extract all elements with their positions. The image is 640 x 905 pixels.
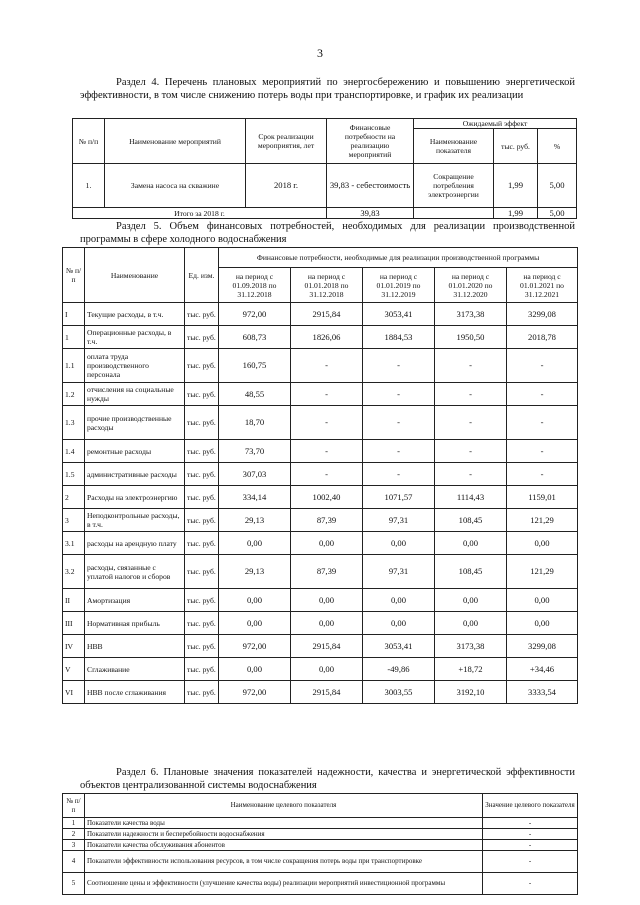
s5-row-value-1: 29,13 xyxy=(219,555,291,589)
s5-row-value-1: 73,70 xyxy=(219,440,291,463)
page-number: 3 xyxy=(317,46,323,60)
s5-row-value-2: 2915,84 xyxy=(291,635,363,658)
s4-h-effect: Ожидаемый эффект xyxy=(414,119,577,129)
s5-row-value-1: 0,00 xyxy=(219,658,291,681)
s6-row-no: 5 xyxy=(63,873,85,895)
s5-row-value-5: 121,29 xyxy=(507,555,578,589)
s5-row-unit: тыс. руб. xyxy=(185,383,219,406)
s5-row-value-5: 1159,01 xyxy=(507,486,578,509)
s5-row-value-1: 307,03 xyxy=(219,463,291,486)
s5-h-period-1: на период с 01.09.2018 по 31.12.2018 xyxy=(219,268,291,303)
table-row xyxy=(63,818,578,829)
s4-h-rub: тыс. руб. xyxy=(494,129,538,164)
s5-row-value-2: 0,00 xyxy=(291,589,363,612)
s5-row-value-3: 1884,53 xyxy=(363,326,435,349)
s5-row-no: I xyxy=(63,303,85,326)
s5-row-value-4: 1950,50 xyxy=(435,326,507,349)
section6-title-text: Раздел 6. Плановые значения показателей надежности, качества и энергетической эффективности объектов централизованной системы водоснабжения xyxy=(80,767,575,791)
s6-row-name: Показатели эффективности использования ресурсов, в том числе сокращения потерь воды при транспортировке xyxy=(85,851,483,873)
s4-h-finance: Финансовые потребности на реализацию мероприятий xyxy=(327,119,414,164)
s4-total-finance: 39,83 xyxy=(327,208,414,219)
s5-row-unit: тыс. руб. xyxy=(185,440,219,463)
s5-row-unit: тыс. руб. xyxy=(185,326,219,349)
s5-row-name: НВВ после сглаживания xyxy=(85,681,185,704)
s6-row-name: Показатели качества воды xyxy=(85,818,483,829)
table-row xyxy=(63,635,578,658)
s5-row-unit: тыс. руб. xyxy=(185,681,219,704)
s5-row-name: Операционные расходы, в т.ч. xyxy=(85,326,185,349)
s4-h-no: № п/п xyxy=(73,119,105,164)
section5-title xyxy=(80,220,575,246)
s5-row-value-2: 0,00 xyxy=(291,612,363,635)
s4-r1-indicator: Сокращение потребления электроэнергии xyxy=(414,164,494,208)
s5-row-no: II xyxy=(63,589,85,612)
table-row xyxy=(63,589,578,612)
s5-row-value-4: 0,00 xyxy=(435,612,507,635)
s5-row-value-3: - xyxy=(363,463,435,486)
s5-row-value-5: - xyxy=(507,383,578,406)
table-row xyxy=(63,383,578,406)
table-row xyxy=(63,658,578,681)
s5-row-value-2: - xyxy=(291,349,363,383)
s5-row-name: Амортизация xyxy=(85,589,185,612)
s5-row-value-3: - xyxy=(363,406,435,440)
s5-row-name: Неподконтрольные расходы, в т.ч. xyxy=(85,509,185,532)
table-row xyxy=(63,349,578,383)
s5-row-value-2: 0,00 xyxy=(291,658,363,681)
s5-row-value-1: 0,00 xyxy=(219,589,291,612)
section5-table xyxy=(62,247,578,704)
s5-row-no: V xyxy=(63,658,85,681)
s6-row-value: - xyxy=(483,873,578,895)
s5-row-name: Расходы на электроэнергию xyxy=(85,486,185,509)
s5-row-no: 1.4 xyxy=(63,440,85,463)
table-row xyxy=(63,463,578,486)
s4-total-empty xyxy=(414,208,494,219)
s5-row-value-5: 0,00 xyxy=(507,612,578,635)
section6-title xyxy=(80,766,575,792)
s5-row-value-4: 3173,38 xyxy=(435,303,507,326)
s5-row-value-3: 3003,55 xyxy=(363,681,435,704)
s5-row-unit: тыс. руб. xyxy=(185,555,219,589)
s5-row-unit: тыс. руб. xyxy=(185,406,219,440)
s5-row-value-4: 3192,10 xyxy=(435,681,507,704)
s6-row-value: - xyxy=(483,829,578,840)
s5-h-name: Наименование xyxy=(85,248,185,303)
s4-r1-pct: 5,00 xyxy=(538,164,577,208)
section4-title xyxy=(80,76,575,102)
table-row xyxy=(63,555,578,589)
s6-row-no: 2 xyxy=(63,829,85,840)
table-row xyxy=(63,509,578,532)
s5-row-value-4: 0,00 xyxy=(435,589,507,612)
s5-row-name: оплата труда производственного персонала xyxy=(85,349,185,383)
s6-row-no: 3 xyxy=(63,840,85,851)
s5-row-value-4: - xyxy=(435,349,507,383)
s6-row-name: Соотношение цены и эффективности (улучшение качества воды) реализации мероприятий инвестиционной программы xyxy=(85,873,483,895)
s4-r1-name: Замена насоса на скважине xyxy=(105,164,246,208)
s5-row-value-3: 97,31 xyxy=(363,509,435,532)
section5-table-body xyxy=(63,303,578,704)
s5-row-value-2: - xyxy=(291,406,363,440)
s5-row-name: Текущие расходы, в т.ч. xyxy=(85,303,185,326)
s5-row-value-1: 608,73 xyxy=(219,326,291,349)
s5-row-value-5: 3299,08 xyxy=(507,303,578,326)
s5-row-no: 2 xyxy=(63,486,85,509)
s4-r1-term: 2018 г. xyxy=(246,164,327,208)
s5-row-name: прочие производственные расходы xyxy=(85,406,185,440)
s4-r1-rub: 1,99 xyxy=(494,164,538,208)
s5-h-group: Финансовые потребности, необходимые для реализации производственной программы xyxy=(219,248,578,268)
s5-row-value-5: - xyxy=(507,349,578,383)
table-row xyxy=(63,873,578,895)
s5-row-value-5: 3299,08 xyxy=(507,635,578,658)
s5-row-value-3: 3053,41 xyxy=(363,635,435,658)
s6-row-value: - xyxy=(483,840,578,851)
s5-row-no: 1.2 xyxy=(63,383,85,406)
section4-table xyxy=(72,118,577,219)
s5-row-value-5: 2018,78 xyxy=(507,326,578,349)
s5-row-value-1: 48,55 xyxy=(219,383,291,406)
s4-r1-no: 1. xyxy=(73,164,105,208)
s5-h-period-4: на период с 01.01.2020 по 31.12.2020 xyxy=(435,268,507,303)
s5-row-value-4: - xyxy=(435,463,507,486)
s5-row-no: III xyxy=(63,612,85,635)
s5-row-value-2: - xyxy=(291,440,363,463)
s5-row-name: расходы на арендную плату xyxy=(85,532,185,555)
s5-row-unit: тыс. руб. xyxy=(185,589,219,612)
s4-h-name: Наименование мероприятий xyxy=(105,119,246,164)
s5-row-value-3: 1071,57 xyxy=(363,486,435,509)
table-row xyxy=(73,164,577,208)
s5-row-no: 3.1 xyxy=(63,532,85,555)
s5-row-value-2: 1826,06 xyxy=(291,326,363,349)
s6-row-no: 4 xyxy=(63,851,85,873)
s5-row-value-1: 18,70 xyxy=(219,406,291,440)
s5-row-value-3: 0,00 xyxy=(363,589,435,612)
table-row xyxy=(63,406,578,440)
s5-row-name: ремонтные расходы xyxy=(85,440,185,463)
s5-row-name: расходы, связанные с уплатой налогов и сборов xyxy=(85,555,185,589)
s4-h-term: Срок реализации мероприятия, лет xyxy=(246,119,327,164)
s5-row-value-4: - xyxy=(435,440,507,463)
s5-h-period-3: на период с 01.01.2019 по 31.12.2019 xyxy=(363,268,435,303)
s5-row-unit: тыс. руб. xyxy=(185,463,219,486)
table-row xyxy=(63,851,578,873)
s5-row-unit: тыс. руб. xyxy=(185,635,219,658)
s5-row-no: 1.3 xyxy=(63,406,85,440)
s5-row-value-4: 108,45 xyxy=(435,555,507,589)
s5-row-value-4: 3173,38 xyxy=(435,635,507,658)
s5-row-name: Нормативная прибыль xyxy=(85,612,185,635)
table-row xyxy=(63,440,578,463)
s5-h-period-2: на период с 01.01.2018 по 31.12.2018 xyxy=(291,268,363,303)
s5-row-value-2: 87,39 xyxy=(291,509,363,532)
s5-row-value-1: 0,00 xyxy=(219,612,291,635)
s5-row-name: НВВ xyxy=(85,635,185,658)
s5-row-unit: тыс. руб. xyxy=(185,612,219,635)
s5-row-value-3: - xyxy=(363,349,435,383)
s5-row-value-5: - xyxy=(507,463,578,486)
s4-h-indicator: Наименование показателя xyxy=(414,129,494,164)
s5-row-name: административные расходы xyxy=(85,463,185,486)
s5-row-value-5: 121,29 xyxy=(507,509,578,532)
s6-h-name: Наименование целевого показателя xyxy=(85,794,483,818)
s6-row-name: Показатели надежности и бесперебойности водоснабжения xyxy=(85,829,483,840)
s4-r1-finance: 39,83 - себестоимость xyxy=(327,164,414,208)
s4-h-pct: % xyxy=(538,129,577,164)
s5-row-value-5: +34,46 xyxy=(507,658,578,681)
s5-row-value-3: - xyxy=(363,383,435,406)
s5-row-value-3: 0,00 xyxy=(363,612,435,635)
s5-row-value-2: 0,00 xyxy=(291,532,363,555)
table-row xyxy=(63,840,578,851)
s5-row-unit: тыс. руб. xyxy=(185,349,219,383)
s5-row-unit: тыс. руб. xyxy=(185,658,219,681)
section4-title-text: Раздел 4. Перечень плановых мероприятий по энергосбережению и повышению энергетической эффективности, в том числе снижению потерь воды при транспортировке, и график их реализации xyxy=(80,77,575,101)
s4-total-pct: 5,00 xyxy=(538,208,577,219)
s6-row-value: - xyxy=(483,818,578,829)
table-row xyxy=(63,681,578,704)
s5-row-value-5: - xyxy=(507,440,578,463)
s6-row-value: - xyxy=(483,851,578,873)
s5-row-value-5: - xyxy=(507,406,578,440)
table-row xyxy=(63,532,578,555)
s5-h-period-5: на период с 01.01.2021 по 31.12.2021 xyxy=(507,268,578,303)
table-row xyxy=(63,303,578,326)
s5-row-value-2: 1002,40 xyxy=(291,486,363,509)
table-row xyxy=(63,486,578,509)
s5-row-no: 1.1 xyxy=(63,349,85,383)
s5-row-value-1: 29,13 xyxy=(219,509,291,532)
s5-row-value-1: 160,75 xyxy=(219,349,291,383)
s6-h-value: Значение целевого показателя xyxy=(483,794,578,818)
s5-row-value-3: - xyxy=(363,440,435,463)
s5-row-no: IV xyxy=(63,635,85,658)
s5-row-value-5: 0,00 xyxy=(507,532,578,555)
s5-row-value-1: 0,00 xyxy=(219,532,291,555)
s5-row-value-1: 972,00 xyxy=(219,303,291,326)
s5-row-no: 3 xyxy=(63,509,85,532)
s4-total-rub: 1,99 xyxy=(494,208,538,219)
s5-row-no: VI xyxy=(63,681,85,704)
s5-row-value-2: 87,39 xyxy=(291,555,363,589)
s5-row-value-5: 3333,54 xyxy=(507,681,578,704)
s5-row-unit: тыс. руб. xyxy=(185,486,219,509)
s5-row-unit: тыс. руб. xyxy=(185,303,219,326)
s5-row-value-3: 97,31 xyxy=(363,555,435,589)
s5-row-value-1: 972,00 xyxy=(219,635,291,658)
table-total-row xyxy=(73,208,577,219)
section6-table xyxy=(62,793,578,895)
table-row xyxy=(63,829,578,840)
s5-row-unit: тыс. руб. xyxy=(185,509,219,532)
section6-table-body xyxy=(63,818,578,895)
table-row xyxy=(63,612,578,635)
s5-row-no: 1 xyxy=(63,326,85,349)
s5-row-value-2: - xyxy=(291,383,363,406)
s5-row-value-1: 334,14 xyxy=(219,486,291,509)
s5-row-value-4: 1114,43 xyxy=(435,486,507,509)
s5-row-value-3: -49,86 xyxy=(363,658,435,681)
s5-row-value-1: 972,00 xyxy=(219,681,291,704)
s5-row-value-2: - xyxy=(291,463,363,486)
s4-total-label: Итого за 2018 г. xyxy=(73,208,327,219)
s5-row-name: отчисления на социальные нужды xyxy=(85,383,185,406)
s5-row-value-3: 0,00 xyxy=(363,532,435,555)
s5-h-unit: Ед. изм. xyxy=(185,248,219,303)
s5-row-value-2: 2915,84 xyxy=(291,681,363,704)
s5-row-value-3: 3053,41 xyxy=(363,303,435,326)
s5-row-value-4: +18,72 xyxy=(435,658,507,681)
s5-row-value-4: - xyxy=(435,383,507,406)
table-row xyxy=(63,326,578,349)
s5-row-unit: тыс. руб. xyxy=(185,532,219,555)
s5-row-no: 3.2 xyxy=(63,555,85,589)
s5-row-value-5: 0,00 xyxy=(507,589,578,612)
s5-row-value-4: 108,45 xyxy=(435,509,507,532)
s5-row-value-2: 2915,84 xyxy=(291,303,363,326)
s5-row-value-4: 0,00 xyxy=(435,532,507,555)
section5-title-text: Раздел 5. Объем финансовых потребностей, необходимых для реализации производственной программы в сфере холодного водоснабжения xyxy=(80,221,575,245)
s5-row-name: Сглаживание xyxy=(85,658,185,681)
s5-row-value-4: - xyxy=(435,406,507,440)
s5-h-no: № п/п xyxy=(63,248,85,303)
s6-row-no: 1 xyxy=(63,818,85,829)
s6-h-no: № п/п xyxy=(63,794,85,818)
s5-row-no: 1.5 xyxy=(63,463,85,486)
s6-row-name: Показатели качества обслуживания абонентов xyxy=(85,840,483,851)
